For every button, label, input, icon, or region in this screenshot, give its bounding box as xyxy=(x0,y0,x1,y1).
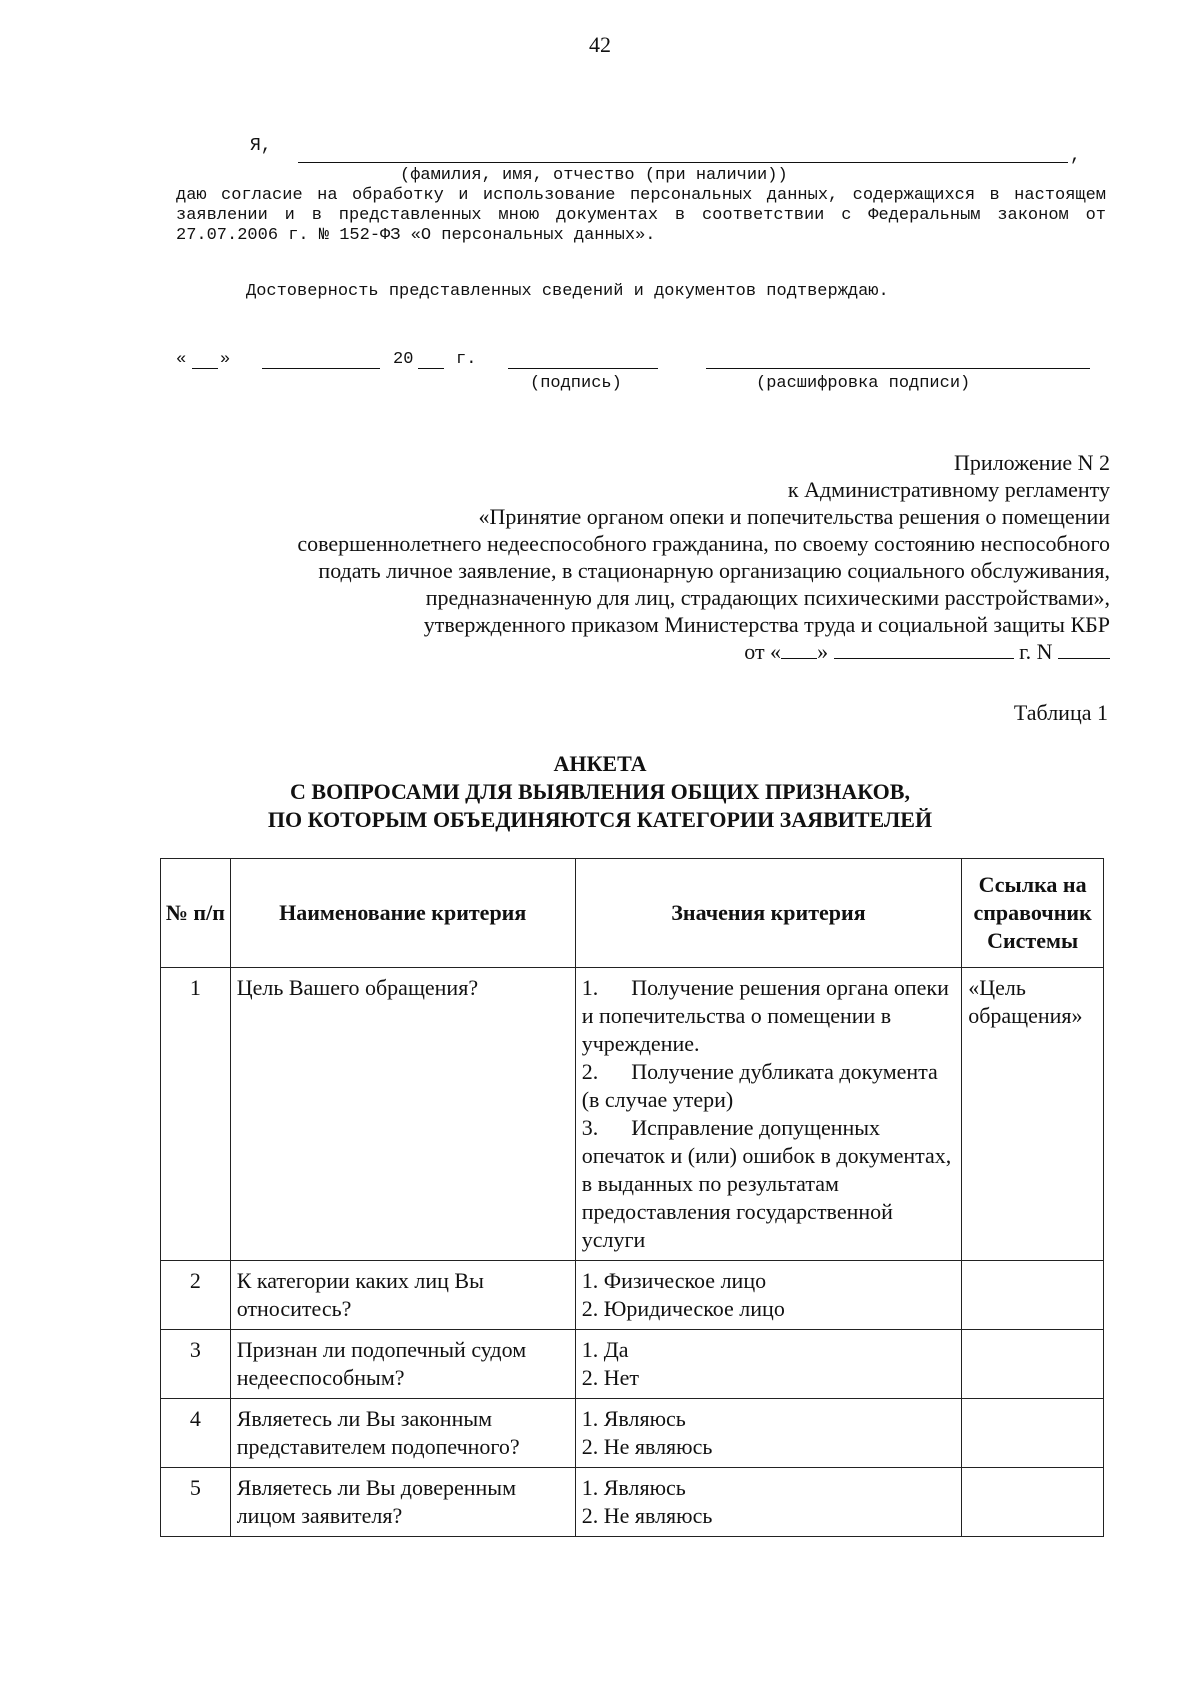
table-row xyxy=(161,1468,1104,1537)
row-reference xyxy=(962,1330,1104,1399)
consent-comma: , xyxy=(1070,146,1081,166)
value-option: 1. Да xyxy=(581,1337,629,1362)
row-criterion: Признан ли подопечный судом недееспособным? xyxy=(230,1330,575,1399)
appendix-month-line[interactable] xyxy=(834,638,1014,659)
appendix-line: совершеннолетнего недееспособного гражданина, по своему состоянию неспособного xyxy=(297,531,1110,556)
table-row xyxy=(161,1261,1104,1330)
value-option: 1. Являюсь xyxy=(581,1475,686,1500)
table-header-row xyxy=(161,859,1104,968)
table-label: Таблица 1 xyxy=(1013,700,1108,725)
table-row xyxy=(161,1330,1104,1399)
confirm-text: Достоверность представленных сведений и документов подтверждаю. xyxy=(246,282,889,301)
appendix-line: предназначенную для лиц, страдающих психическими расстройствами», xyxy=(425,585,1110,610)
header-num: № п/п xyxy=(161,859,231,968)
appendix-line: утвержденного приказом Министерства труда и социальной защиты КБР xyxy=(423,612,1110,637)
row-reference: «Цель обращения» xyxy=(962,968,1104,1261)
date-close: » xyxy=(220,350,231,369)
row-values xyxy=(575,1330,962,1399)
heading-line: АНКЕТА xyxy=(553,751,647,776)
header-criterion: Наименование критерия xyxy=(230,859,575,968)
consent-text: даю согласие на обработку и использование персональных данных, содержащихся в настоящем заявлении и в представленных мною документах в соответствии с Федеральным законом от 27.07.2006 г. № 152-ФЗ «О персональных данных». xyxy=(176,186,1106,245)
fio-caption: (фамилия, имя, отчество (при наличии)) xyxy=(400,166,788,185)
row-values xyxy=(575,1399,962,1468)
row-num: 4 xyxy=(161,1399,231,1468)
page-number: 42 xyxy=(589,32,611,57)
year-prefix: 20 xyxy=(393,350,414,369)
heading-line: С ВОПРОСАМИ ДЛЯ ВЫЯВЛЕНИЯ ОБЩИХ ПРИЗНАКОВ, xyxy=(290,779,910,804)
row-num: 5 xyxy=(161,1468,231,1537)
questionnaire-heading xyxy=(0,750,1200,834)
questionnaire-table xyxy=(160,858,1104,1537)
row-reference xyxy=(962,1468,1104,1537)
decoding-caption: (расшифровка подписи) xyxy=(756,374,971,393)
row-reference xyxy=(962,1261,1104,1330)
appendix-date-ot: от « xyxy=(744,639,782,664)
row-num: 2 xyxy=(161,1261,231,1330)
row-criterion: К категории каких лиц Вы относитесь? xyxy=(230,1261,575,1330)
table-row xyxy=(161,968,1104,1261)
value-option: 2. Не являюсь xyxy=(581,1434,713,1459)
value-option: 2. Нет xyxy=(581,1365,639,1390)
appendix-date-line xyxy=(150,638,1110,665)
header-values: Значения критерия xyxy=(575,859,962,968)
signature-decoding-line[interactable] xyxy=(706,350,1090,369)
row-num: 1 xyxy=(161,968,231,1261)
date-day-line[interactable] xyxy=(192,350,218,369)
row-num: 3 xyxy=(161,1330,231,1399)
value-option: 2. Не являюсь xyxy=(581,1503,713,1528)
row-values xyxy=(575,1468,962,1537)
value-option: 1. Получение решения органа опеки и попечительства о помещении в учреждение. xyxy=(581,975,955,1056)
value-option: 2. Юридическое лицо xyxy=(581,1296,785,1321)
appendix-day-line[interactable] xyxy=(781,638,817,659)
value-option: 3. Исправление допущенных опечаток и (или) ошибок в документах, в выданных по результатам предоставления государственной услуги xyxy=(581,1115,957,1252)
consent-ya: Я, xyxy=(250,136,272,156)
value-option: 1. Физическое лицо xyxy=(581,1268,767,1293)
appendix-date-close: » xyxy=(817,639,829,664)
header-reference: Ссылка на справочник Системы xyxy=(962,859,1104,968)
date-year-line[interactable] xyxy=(418,350,444,369)
row-values xyxy=(575,968,962,1261)
appendix-line: к Административному регламенту xyxy=(787,477,1110,502)
row-criterion: Цель Вашего обращения? xyxy=(230,968,575,1261)
appendix-number-line[interactable] xyxy=(1058,638,1110,659)
date-open: « xyxy=(176,350,187,369)
appendix-number-label: г. N xyxy=(1019,639,1053,664)
appendix-line: подать личное заявление, в стационарную организацию социального обслуживания, xyxy=(318,558,1110,583)
value-option: 2. Получение дубликата документа (в случае утери) xyxy=(581,1059,944,1112)
row-criterion: Являетесь ли Вы доверенным лицом заявителя? xyxy=(230,1468,575,1537)
appendix-line: «Принятие органом опеки и попечительства решения о помещении xyxy=(478,504,1110,529)
row-criterion: Являетесь ли Вы законным представителем подопечного? xyxy=(230,1399,575,1468)
year-suffix: г. xyxy=(456,350,477,369)
table-row xyxy=(161,1399,1104,1468)
fio-input-line[interactable] xyxy=(298,162,1068,163)
heading-line: ПО КОТОРЫМ ОБЪЕДИНЯЮТСЯ КАТЕГОРИИ ЗАЯВИТЕЛЕЙ xyxy=(267,807,933,832)
value-option: 1. Являюсь xyxy=(581,1406,686,1431)
appendix-line: Приложение N 2 xyxy=(954,450,1110,475)
row-reference xyxy=(962,1399,1104,1468)
row-values xyxy=(575,1261,962,1330)
appendix-block xyxy=(150,449,1110,665)
date-month-line[interactable] xyxy=(262,350,380,369)
signature-line[interactable] xyxy=(508,350,658,369)
signature-caption: (подпись) xyxy=(530,374,622,393)
